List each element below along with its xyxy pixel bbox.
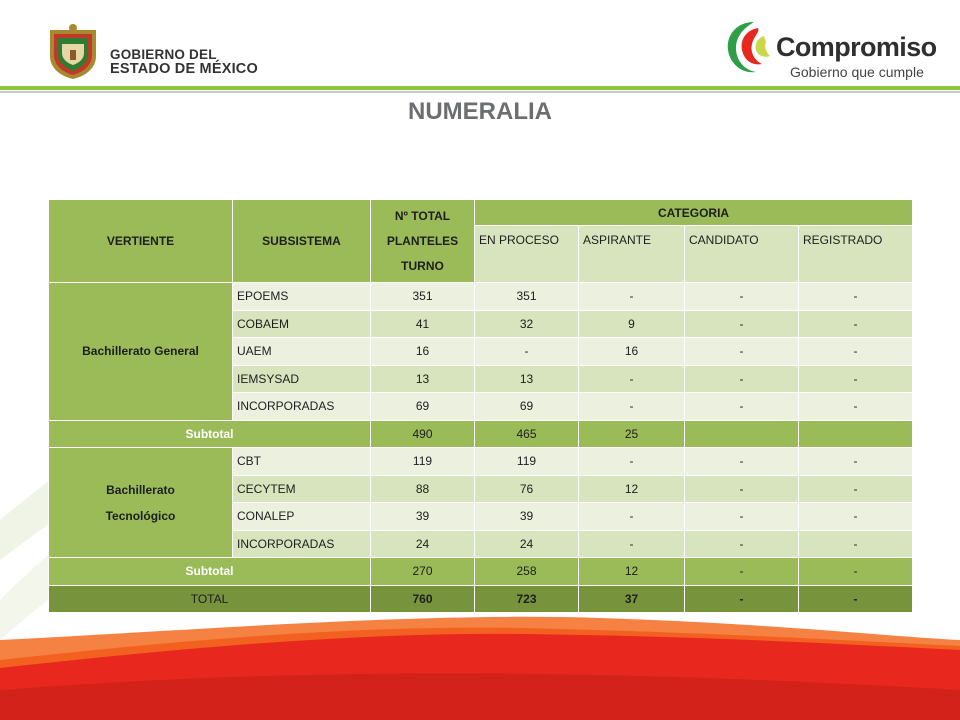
cell-total: 41 bbox=[371, 310, 475, 338]
gov-line1: GOBIERNO DEL bbox=[110, 47, 217, 62]
cell-registrado: - bbox=[799, 393, 913, 421]
cell-aspirante: - bbox=[579, 530, 685, 558]
brand-title: Compromiso bbox=[776, 32, 937, 62]
cell-total: 16 bbox=[371, 338, 475, 366]
cell-aspirante: - bbox=[579, 365, 685, 393]
cell-candidato: - bbox=[685, 448, 799, 476]
cell-subsistema: COBAEM bbox=[233, 310, 371, 338]
cell-subsistema: CBT bbox=[233, 448, 371, 476]
cell-total: 119 bbox=[371, 448, 475, 476]
cell-aspirante: 12 bbox=[579, 558, 685, 586]
cell-candidato: - bbox=[685, 585, 799, 613]
cell-total: 13 bbox=[371, 365, 475, 393]
cell-subsistema: UAEM bbox=[233, 338, 371, 366]
cell-subsistema: INCORPORADAS bbox=[233, 393, 371, 421]
cell-registrado: - bbox=[799, 503, 913, 531]
cell-registrado: - bbox=[799, 448, 913, 476]
cell-registrado: - bbox=[799, 530, 913, 558]
cell-candidato: - bbox=[685, 475, 799, 503]
cell-candidato: - bbox=[685, 503, 799, 531]
cell-registrado: - bbox=[799, 585, 913, 613]
header-total-line2: PLANTELES bbox=[386, 233, 459, 248]
header-rule-gray bbox=[0, 91, 960, 93]
cell-subsistema: CONALEP bbox=[233, 503, 371, 531]
cell-aspirante: 16 bbox=[579, 338, 685, 366]
cell-subsistema: EPOEMS bbox=[233, 283, 371, 311]
cell-registrado: - bbox=[799, 338, 913, 366]
cell-candidato: - bbox=[685, 338, 799, 366]
table-row bbox=[49, 283, 913, 311]
estado-mexico-logo bbox=[44, 22, 264, 82]
page-title: NUMERALIA bbox=[408, 98, 552, 125]
cell-en-proceso: - bbox=[475, 338, 579, 366]
compromiso-swirl-icon bbox=[724, 18, 778, 76]
cell-candidato: - bbox=[685, 558, 799, 586]
cell-candidato: - bbox=[685, 393, 799, 421]
header-total bbox=[371, 200, 475, 283]
header-categoria: CATEGORIA bbox=[475, 200, 913, 226]
cell-en-proceso: 119 bbox=[475, 448, 579, 476]
cell-registrado: - bbox=[799, 365, 913, 393]
cell-registrado: - bbox=[799, 283, 913, 311]
state-seal-icon bbox=[44, 22, 102, 80]
cell-en-proceso: 723 bbox=[475, 585, 579, 613]
cell-aspirante: - bbox=[579, 283, 685, 311]
header-registrado: REGISTRADO bbox=[799, 226, 913, 283]
header-subsistema: SUBSISTEMA bbox=[233, 200, 371, 283]
header-aspirante: ASPIRANTE bbox=[579, 226, 685, 283]
header-en-proceso: EN PROCESO bbox=[475, 226, 579, 283]
cell-aspirante: 37 bbox=[579, 585, 685, 613]
vertiente-bachillerato-general: Bachillerato General bbox=[49, 283, 233, 421]
cell-candidato: - bbox=[685, 365, 799, 393]
cell-total: 270 bbox=[371, 558, 475, 586]
cell-en-proceso: 351 bbox=[475, 283, 579, 311]
cell-aspirante: - bbox=[579, 448, 685, 476]
cell-registrado: - bbox=[799, 558, 913, 586]
header-rule-green bbox=[0, 86, 960, 90]
vertiente-bachillerato-tecnologico bbox=[49, 448, 233, 558]
header-total-line3: TURNO bbox=[401, 258, 444, 273]
cell-total: 351 bbox=[371, 283, 475, 311]
cell-en-proceso: 69 bbox=[475, 393, 579, 421]
subtotal-row bbox=[49, 558, 913, 586]
cell-aspirante: 12 bbox=[579, 475, 685, 503]
cell-aspirante: - bbox=[579, 393, 685, 421]
total-label: TOTAL bbox=[49, 585, 371, 613]
cell-aspirante: - bbox=[579, 503, 685, 531]
cell-total: 24 bbox=[371, 530, 475, 558]
table-row bbox=[49, 448, 913, 476]
cell-en-proceso: 39 bbox=[475, 503, 579, 531]
cell-en-proceso: 76 bbox=[475, 475, 579, 503]
total-row bbox=[49, 585, 913, 613]
cell-en-proceso: 32 bbox=[475, 310, 579, 338]
header-vertiente: VERTIENTE bbox=[49, 200, 233, 283]
header-candidato: CANDIDATO bbox=[685, 226, 799, 283]
gov-line2: ESTADO DE MÉXICO bbox=[110, 61, 258, 78]
cell-subsistema: CECYTEM bbox=[233, 475, 371, 503]
cell-en-proceso: 465 bbox=[475, 420, 579, 448]
cell-candidato: - bbox=[685, 283, 799, 311]
cell-total: 760 bbox=[371, 585, 475, 613]
subtotal-label: Subtotal bbox=[49, 420, 371, 448]
cell-en-proceso: 258 bbox=[475, 558, 579, 586]
cell-registrado: - bbox=[799, 475, 913, 503]
cell-en-proceso: 13 bbox=[475, 365, 579, 393]
brand-subtitle: Gobierno que cumple bbox=[790, 64, 924, 80]
subtotal-row bbox=[49, 420, 913, 448]
cell-registrado: - bbox=[799, 310, 913, 338]
cell-candidato: - bbox=[685, 310, 799, 338]
cell-registrado bbox=[799, 420, 913, 448]
cell-total: 69 bbox=[371, 393, 475, 421]
cell-total: 88 bbox=[371, 475, 475, 503]
cell-subsistema: INCORPORADAS bbox=[233, 530, 371, 558]
compromiso-logo bbox=[724, 18, 937, 82]
cell-aspirante: 25 bbox=[579, 420, 685, 448]
cell-en-proceso: 24 bbox=[475, 530, 579, 558]
vertiente-line2: Tecnológico bbox=[105, 508, 176, 523]
cell-total: 490 bbox=[371, 420, 475, 448]
cell-aspirante: 9 bbox=[579, 310, 685, 338]
vertiente-line1: Bachillerato bbox=[106, 482, 175, 497]
cell-total: 39 bbox=[371, 503, 475, 531]
header-total-line1: Nº TOTAL bbox=[394, 208, 451, 223]
cell-subsistema: IEMSYSAD bbox=[233, 365, 371, 393]
cell-candidato: - bbox=[685, 530, 799, 558]
cell-candidato bbox=[685, 420, 799, 448]
numeralia-table bbox=[48, 199, 913, 613]
subtotal-label: Subtotal bbox=[49, 558, 371, 586]
